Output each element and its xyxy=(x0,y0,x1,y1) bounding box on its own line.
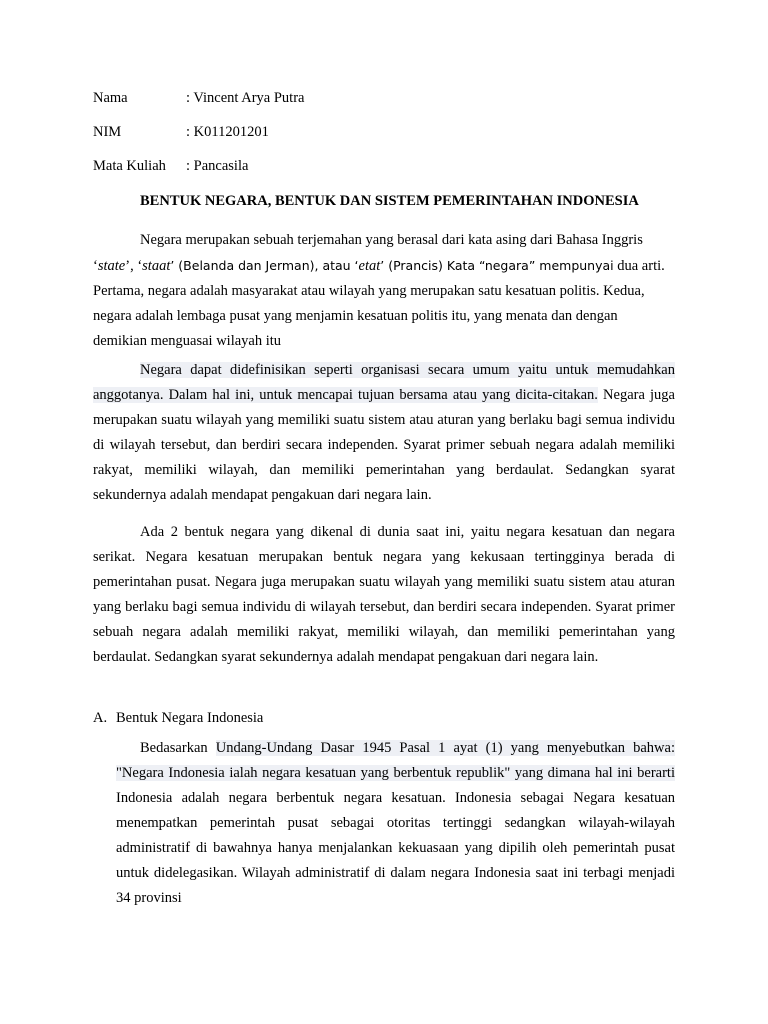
paragraph-definition-origin xyxy=(93,228,675,354)
text-run: ’ (Belanda dan Jerman), atau ‘ xyxy=(170,258,359,273)
paragraph-forms-of-state: Ada 2 bentuk negara yang dikenal di dunia saat ini, yaitu negara kesatuan dan negara serikat. Negara kesatuan merupakan bentuk negara yang kekusaan tertingginya berada di pemerintahan pusat. Negara juga merupakan suatu wilayah yang memiliki suatu sistem atau aturan yang berlaku bagi semua individu di wilayah tersebut, dan berdiri secara independen. Syarat primer sebuah negara adalah memiliki rakyat, memiliki wilayah, dan memiliki pemerintahan yang berdaulat. Sedangkan syarat sekundernya adalah mendapat pengakuan dari negara lain. xyxy=(93,524,675,665)
text-run-italic: staat xyxy=(142,258,171,274)
text-run: Negara juga merupakan suatu wilayah yang memiliki suatu sistem atau aturan yang berlaku bagi semua individu di wilayah tersebut, dan berdiri secara independen. Syarat primer sebuah negara adalah memiliki rakyat, memiliki wilayah, dan memiliki pemerintahan yang berdaulat. Sedangkan syarat sekundernya adalah mendapat pengakuan dari negara lain. xyxy=(93,387,675,503)
text-run-italic: etat xyxy=(358,258,381,274)
meta-value: : Pancasila xyxy=(186,158,249,174)
meta-value: : K011201201 xyxy=(186,124,269,140)
section-letter: A. xyxy=(93,710,108,726)
text-run: Bedasarkan xyxy=(140,740,216,756)
meta-value: : Vincent Arya Putra xyxy=(186,90,305,106)
section-title: Bentuk Negara Indonesia xyxy=(116,710,264,726)
text-run: Indonesia adalah negara berbentuk negara kesatuan. Indonesia sebagai Negara kesatuan menempatkan pemerintah pusat sebagai otoritas tertinggi sedangkan wilayah-wilayah administratif di bawahnya hanya menjalankan kekuasaan yang dipilih oleh pemerintah pusat untuk didelegasikan. Wilayah administratif di dalam negara Indonesia saat ini terbagi menjadi 34 provinsi xyxy=(116,790,675,906)
meta-label: Nama xyxy=(93,90,128,106)
text-run-italic: state xyxy=(97,258,126,274)
meta-label: NIM xyxy=(93,124,122,140)
meta-label: Mata Kuliah xyxy=(93,158,166,174)
highlighted-text: Negara dapat didefinisikan seperti organisasi secara umum yaitu untuk memudahkan anggotanya. Dalam hal ini, untuk mencapai tujuan bersama atau yang dicita-citakan. xyxy=(93,362,675,403)
text-run: ’, ‘ xyxy=(125,258,143,274)
highlighted-text: Undang-Undang Dasar 1945 Pasal 1 ayat (1) yang menyebutkan bahwa: "Negara Indonesia ialah negara kesatuan yang berbentuk republik" yang dimana hal ini berarti xyxy=(116,740,675,781)
section-heading-a xyxy=(93,708,263,728)
text-run: Negara merupakan sebuah terjemahan yang berasal dari kata asing dari Bahasa Inggris ‘ xyxy=(93,232,643,274)
text-run: dua arti. Pertama, negara adalah masyarakat atau wilayah yang merupakan satu kesatuan politis. Kedua, negara adalah lembaga pusat yang menjamin kesatuan politis itu, yang menata dan dengan demikian menguasai wilayah itu xyxy=(93,258,665,349)
document-title: BENTUK NEGARA, BENTUK DAN SISTEM PEMERINTAHAN INDONESIA xyxy=(140,193,639,209)
paragraph-section-a xyxy=(116,736,675,911)
paragraph-definition-organization xyxy=(93,358,675,508)
text-run: ’ (Prancis) Kata “negara” mempunyai xyxy=(380,258,614,273)
